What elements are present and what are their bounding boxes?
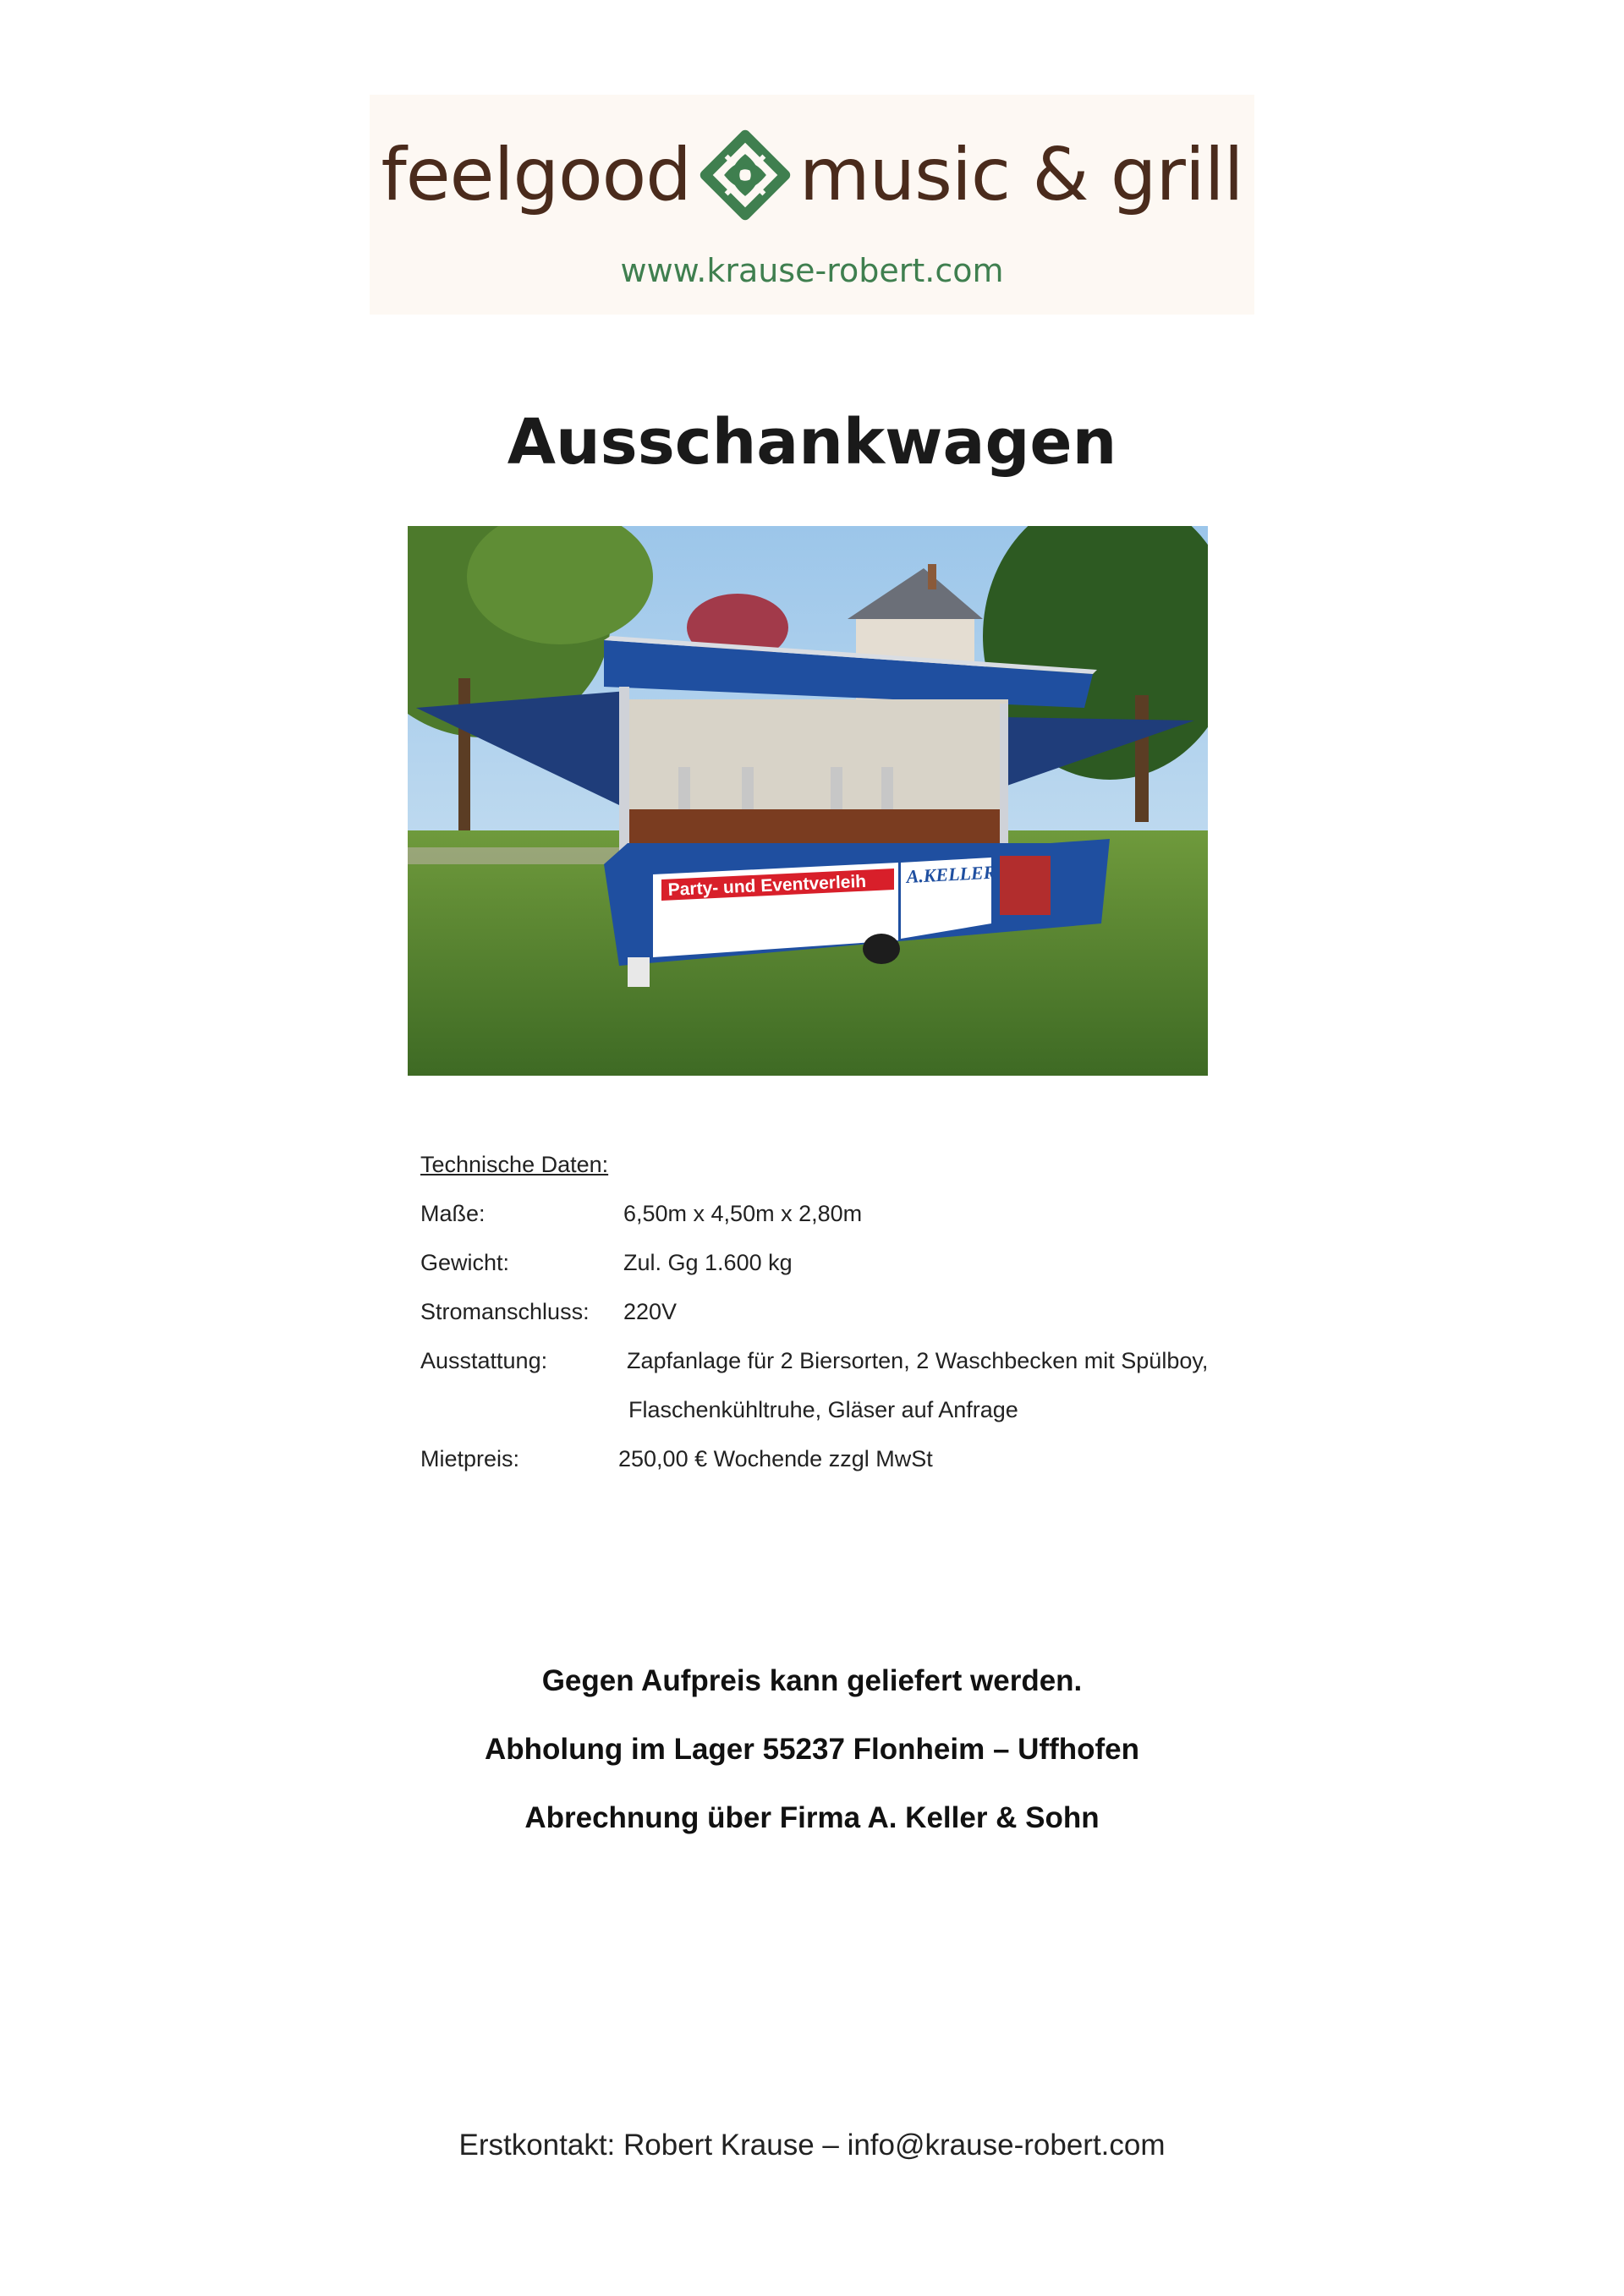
celtic-knot-icon (698, 128, 793, 222)
contact-footer: Erstkontakt: Robert Krause – info@krause-robert.com (458, 2129, 1166, 2162)
spec-value: 220V (623, 1299, 678, 1324)
spec-label: Maße: (420, 1201, 486, 1226)
spec-label: Stromanschluss: (420, 1299, 590, 1324)
brand-logo (370, 124, 1254, 226)
delivery-notes (0, 1664, 1624, 1870)
header-banner (370, 95, 1254, 315)
spec-value: Zul. Gg 1.600 kg (623, 1250, 793, 1275)
note-pickup: Abholung im Lager 55237 Flonheim – Uffhofen (485, 1733, 1139, 1766)
spec-value: 250,00 € Wochende zzgl MwSt (618, 1446, 933, 1471)
spec-value: 6,50m x 4,50m x 2,80m (623, 1201, 863, 1226)
spec-label: Gewicht: (420, 1250, 510, 1275)
spec-row-weight (420, 1250, 1208, 1299)
technical-specs (420, 1152, 1208, 1495)
spec-row-price (420, 1446, 1208, 1495)
brand-name-right: music & grill (798, 133, 1243, 217)
trailer-photo (408, 526, 1208, 1076)
spec-value: Flaschenkühltruhe, Gläser auf Anfrage (628, 1397, 1018, 1422)
website-url[interactable]: www.krause-robert.com (620, 252, 1004, 289)
spec-value: Zapfanlage für 2 Biersorten, 2 Waschbecken mit Spülboy, (627, 1348, 1209, 1373)
brand-name-left: feelgood (381, 133, 691, 217)
spec-label: Ausstattung: (420, 1348, 548, 1373)
note-delivery: Gegen Aufpreis kann geliefert werden. (541, 1664, 1083, 1697)
trailer-photo-illustration (408, 526, 1208, 1076)
note-billing: Abrechnung über Firma A. Keller & Sohn (524, 1801, 1100, 1834)
spec-label: Mietpreis: (420, 1446, 520, 1471)
spec-row-equipment-continued (420, 1397, 1208, 1446)
spec-row-equipment (420, 1348, 1208, 1397)
spec-row-dimensions (420, 1201, 1208, 1250)
page-title: Ausschankwagen (507, 406, 1117, 479)
sign-main-text: Party- und Eventverleih (667, 871, 867, 900)
specs-heading: Technische Daten: (420, 1152, 609, 1177)
spec-row-power (420, 1299, 1208, 1348)
sign-brand-text: A.KELLER (905, 861, 996, 887)
